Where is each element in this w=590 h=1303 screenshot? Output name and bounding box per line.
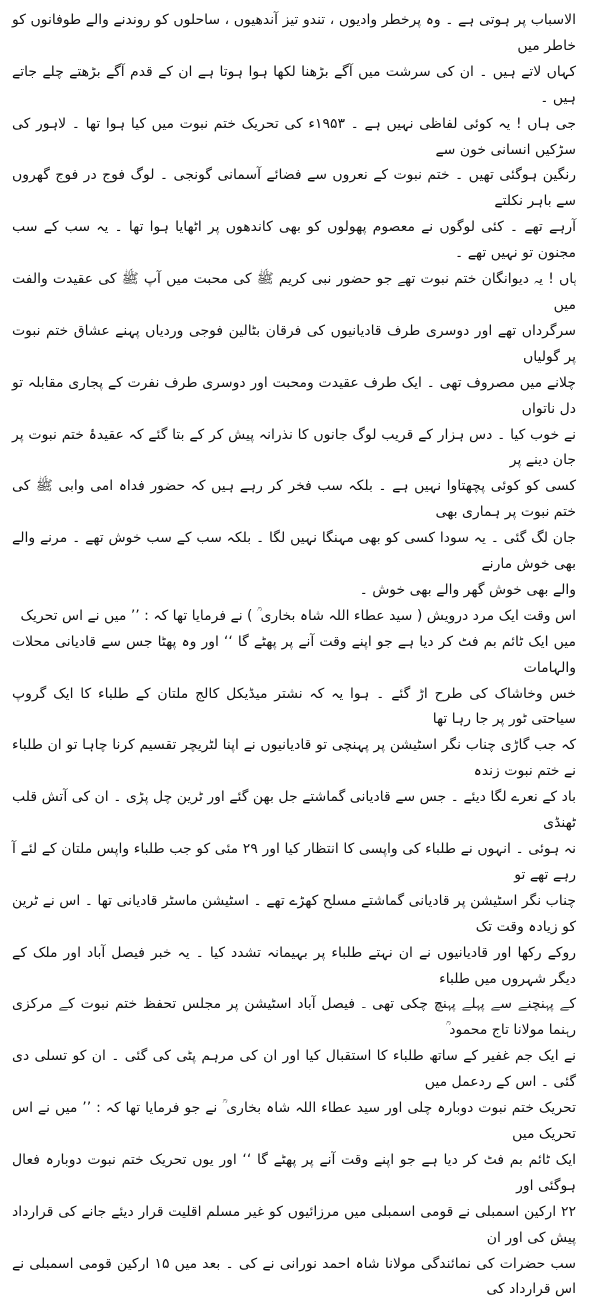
paragraph-intro: الاسباب پر ہوتی ہے ۔ وہ پرخطر وادیوں ، تندو تیز آندھیوں ، ساحلوں کو روندنے والے طوفانوں کو خاطر میں کہاں لاتے ہیں ۔ ان کی سرشت میں آگے بڑھنا لکھا ہوا ہوتا ہے ان کے قدم آگے بڑھتے چلے جاتے ہیں ۔ (12, 12, 576, 106)
paragraph-time-bomb: اس وقت ایک مرد درویش ( سید عطاء اللہ شاہ بخاری ؒ ) نے فرمایا تھا کہ : ’’ میں نے اس تحریک میں ایک ٹائم بم فٹ کر دیا ہے جو اپنے وقت آنے پر پھٹے گا ‘‘ اور وہ پھٹا جس سے قادیانی محلات والہامات خس وخاشاک کی طرح اڑ گئے ۔ ہوا یہ کہ نشتر میڈیکل کالج ملتان کے طلباء کا ایک گروپ سیاحتی ٹور پر جا رہا تھا کہ جب گاڑی چناب نگر اسٹیشن پر پہنچی تو قادیانیوں نے اپنا لٹریچر تقسیم کرنا چاہا تو ان طلباء نے ختم نبوت زندہ باد کے نعرے لگا دیئے ۔ جس سے قادیانی گماشتے جل بھن گئے اور ٹرین چل پڑی ۔ ان کی آتش قلب ٹھنڈی نہ ہوئی ۔ انہوں نے طلباء کی واپسی کا انتظار کیا اور ۲۹ مئی کو جب طلباء واپس ملتان کے لئے آ رہے تھے تو چناب نگر اسٹیشن پر قادیانی گماشتے مسلح کھڑے تھے ۔ اسٹیشن ماسٹر قادیانی تھا ۔ اس نے ٹرین کو زیادہ وقت تک روکے رکھا اور قادیانیوں نے ان نہتے طلباء پر بہیمانہ تشدد کیا ۔ یہ خبر فیصل آباد اور ملک کے دیگر شہروں میں طلباء کے پہنچنے سے پہلے پہنچ چکی تھی ۔ فیصل آباد اسٹیشن پر مجلس تحفظ ختم نبوت کے مرکزی رہنما مولانا تاج محمود ؒ نے ایک جم غفیر کے ساتھ طلباء کا استقبال کیا اور ان کی مرہم پٹی کی گئی ۔ ان کو تسلی دی گئی ۔ اس کے ردعمل میں تحریک ختم نبوت دوبارہ چلی اور سید عطاء اللہ شاہ بخاری ؒ نے جو فرمایا تھا کہ : ’’ میں نے اس تحریک میں ایک ٹائم بم فٹ کر دیا ہے جو اپنے وقت آنے پر پھٹے گا ‘‘ اور یوں تحریک ختم نبوت دوبارہ فعال ہوگئی اور ۲۲ ارکین اسمبلی نے قومی اسمبلی میں مرزائیوں کو غیر مسلم اقلیت قرار دیئے جانے کی قرارداد پیش کی اور ان سب حضرات کی نمائندگی مولانا شاہ احمد نورانی نے کی ۔ بعد میں ۱۵ ارکین قومی اسمبلی نے اس قرارداد کی (12, 607, 576, 1298)
paragraph-1953-movement: جی ہاں ! یہ کوئی لفاظی نہیں ہے ۔ ۱۹۵۳ء کی تحریک ختم نبوت میں کیا ہوا تھا ۔ لاہور کی سڑکیں انسانی خون سے رنگین ہوگئی تھیں ۔ ختم نبوت کے نعروں سے فضائے آسمانی گونجی ۔ لوگ فوج در فوج گھروں سے باہر نکلتے آرہے تھے ۔ کئی لوگوں نے معصوم پھولوں کو بھی کاندھوں پر اٹھایا ہوا تھا ۔ یہ سب کے سب مجنون تو نہیں تھے ۔ ہاں ! یہ دیوانگان ختم نبوت تھے جو حضور نبی کریم ﷺ کی محبت میں آپ ﷺ کی عقیدت والفت میں سرگرداں تھے اور دوسری طرف قادیانیوں کی فرقان بٹالین فوجی وردیاں پہنے عشاق ختم نبوت پر گولیاں چلانے میں مصروف تھی ۔ ایک طرف عقیدت ومحبت اور دوسری طرف نفرت کے پجاری مقابلہ تو دل ناتواں نے خوب کیا ۔ دس ہزار کے قریب لوگ جانوں کا نذرانہ پیش کر کے بتا گئے کہ عقیدۂ ختم نبوت پر جان دینے پر کسی کو کوئی پچھتاوا نہیں ہے ۔ بلکہ سب فخر کر رہے ہیں کہ حضور فداہ امی وابی ﷺ کی ختم نبوت پر ہماری بھی جان لگ گئی ۔ یہ سودا کسی کو بھی مہنگا نہیں لگا ۔ بلکہ سب کے سب خوش تھے ۔ مرنے والے بھی خوش مارنے والے بھی خوش گھر والے بھی خوش ۔ (12, 115, 576, 598)
